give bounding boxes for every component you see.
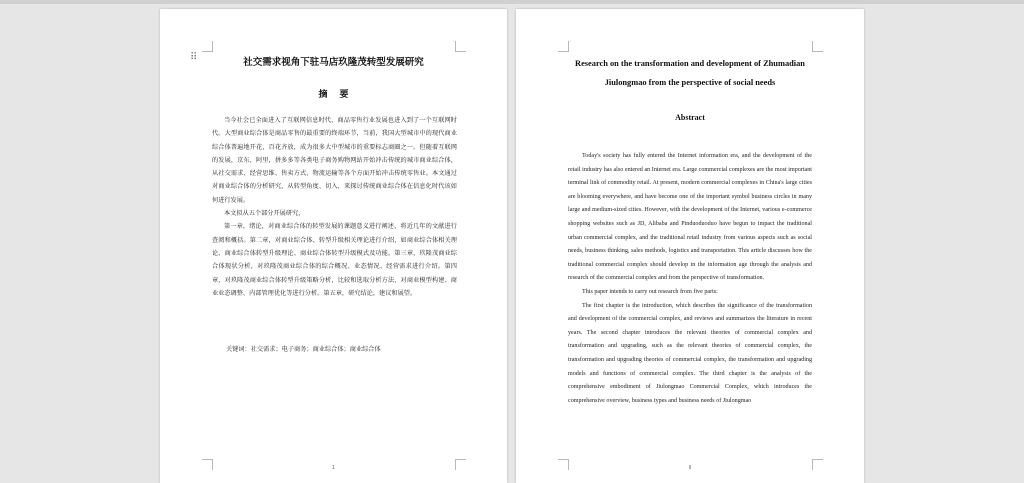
page-number: 1 — [331, 465, 336, 471]
paragraph: This paper intends to carry out research from five parts: — [582, 288, 718, 295]
paragraph: Today's society has fully entered the Internet information era, and the development of the retail industry has also entered an Internet era. Large commercial complexes are the most important terminal link of commodity retail. At present, modern commercial complexes in China's large cities are blooming everywhere, and have become one of the important symbol business circles in many large and medium-sized cities. However, with the development of the Internet, various e-commerce shopping websites such as JD, Alibaba and Pinduoduoduo have begun to impact the traditional urban commercial complex, and the traditional retail industry from various aspects such as social needs, business thinking, sales methods, logistics and transportation. This article discusses how the traditional commercial complex should develop in the information age through the analysis and research of the commercial complex and from the perspective of transformation. — [568, 153, 812, 282]
paragraph: The first chapter is the introduction, which describes the significance of the transformation and development of the commercial complex, and reviews and summarizes the literature in recent years. The second chapter introduces the relevant theories of commercial complex and transformation and upgrading, such as the relevant theories of commercial complex, the transformation and upgrading theories of commercial complex, the transformation and upgrading models and functions of commercial complex. The third chapter is the analysis of the comprehensive embodiment of Jiulongmao Commercial Complex, which introduces the comprehensive overview, business types and business needs of Jiulongmao — [568, 302, 812, 404]
crop-mark — [455, 41, 466, 52]
page-title: 社交需求视角下驻马店玖隆茂转型发展研究 — [243, 57, 424, 68]
document-page-1[interactable] — [160, 9, 507, 483]
paragraph: 当今社会已全面进入了互联网信息时代，商品零售行业发展也进入到了一个互联网时代。大型商业综合体是商品零售的最重要的终端环节，当前，我国大型城市中的现代商业综合体普遍地开花，百花齐放，成为很多大中型城市的重要标志商圈之一。但随着互联网的发展，京东，阿里，拼多多等各类电子商务购物网站开始冲击传统的城市商业综合体，从社交需求、经营思维、售卖方式、物流运输等各个方面开始冲击传统零售业。本文通过对商业综合体的分析研究，从转型角度、切入，来探讨传统商业综合体在信息化时代该如何进行发展。 — [212, 117, 457, 204]
crop-mark — [812, 41, 823, 52]
abstract-body[interactable] — [568, 150, 812, 408]
abstract-body[interactable] — [212, 114, 457, 300]
paragraph: 本文拟从五个部分开展研究， — [224, 210, 305, 218]
crop-mark — [202, 41, 213, 52]
abstract-heading: Abstract — [675, 113, 705, 122]
drag-handle-icon[interactable]: ⠿ — [190, 52, 198, 63]
paragraph: 第一章，绪论，对商业综合体的转型发展的课题意义进行阐述，将近几年的文献进行查阅和概括。第二章，对商业综合体、转型升级相关理论进行介绍，如商业综合体相关理论、商业综合体转型升级理论、商业综合体转型升级模式及功能。第三章，玖隆茂商业综合体现状分析，对玖隆茂商业综合体的综合概况、业态情况、经营需求进行介绍。第四章，对玖隆茂商业综合体转型升级策略分析，比较和选取分析方法，对商业模型构建、商业业态调整、内部管理优化等进行分析。第五章，研究结论，建议和展望。 — [212, 223, 457, 297]
abstract-heading: 摘要 — [318, 90, 361, 100]
crop-mark — [558, 41, 569, 52]
keywords: 关键词：社交需求；电子商务；商业综合体；商业综合体 — [226, 346, 381, 353]
page-title: Research on the transformation and development of Zhumadian Jiulongmao from the perspective of social needs — [575, 59, 805, 87]
page-number: II — [688, 465, 692, 471]
app-top-bar — [0, 0, 1024, 4]
document-page-2[interactable] — [516, 9, 864, 483]
